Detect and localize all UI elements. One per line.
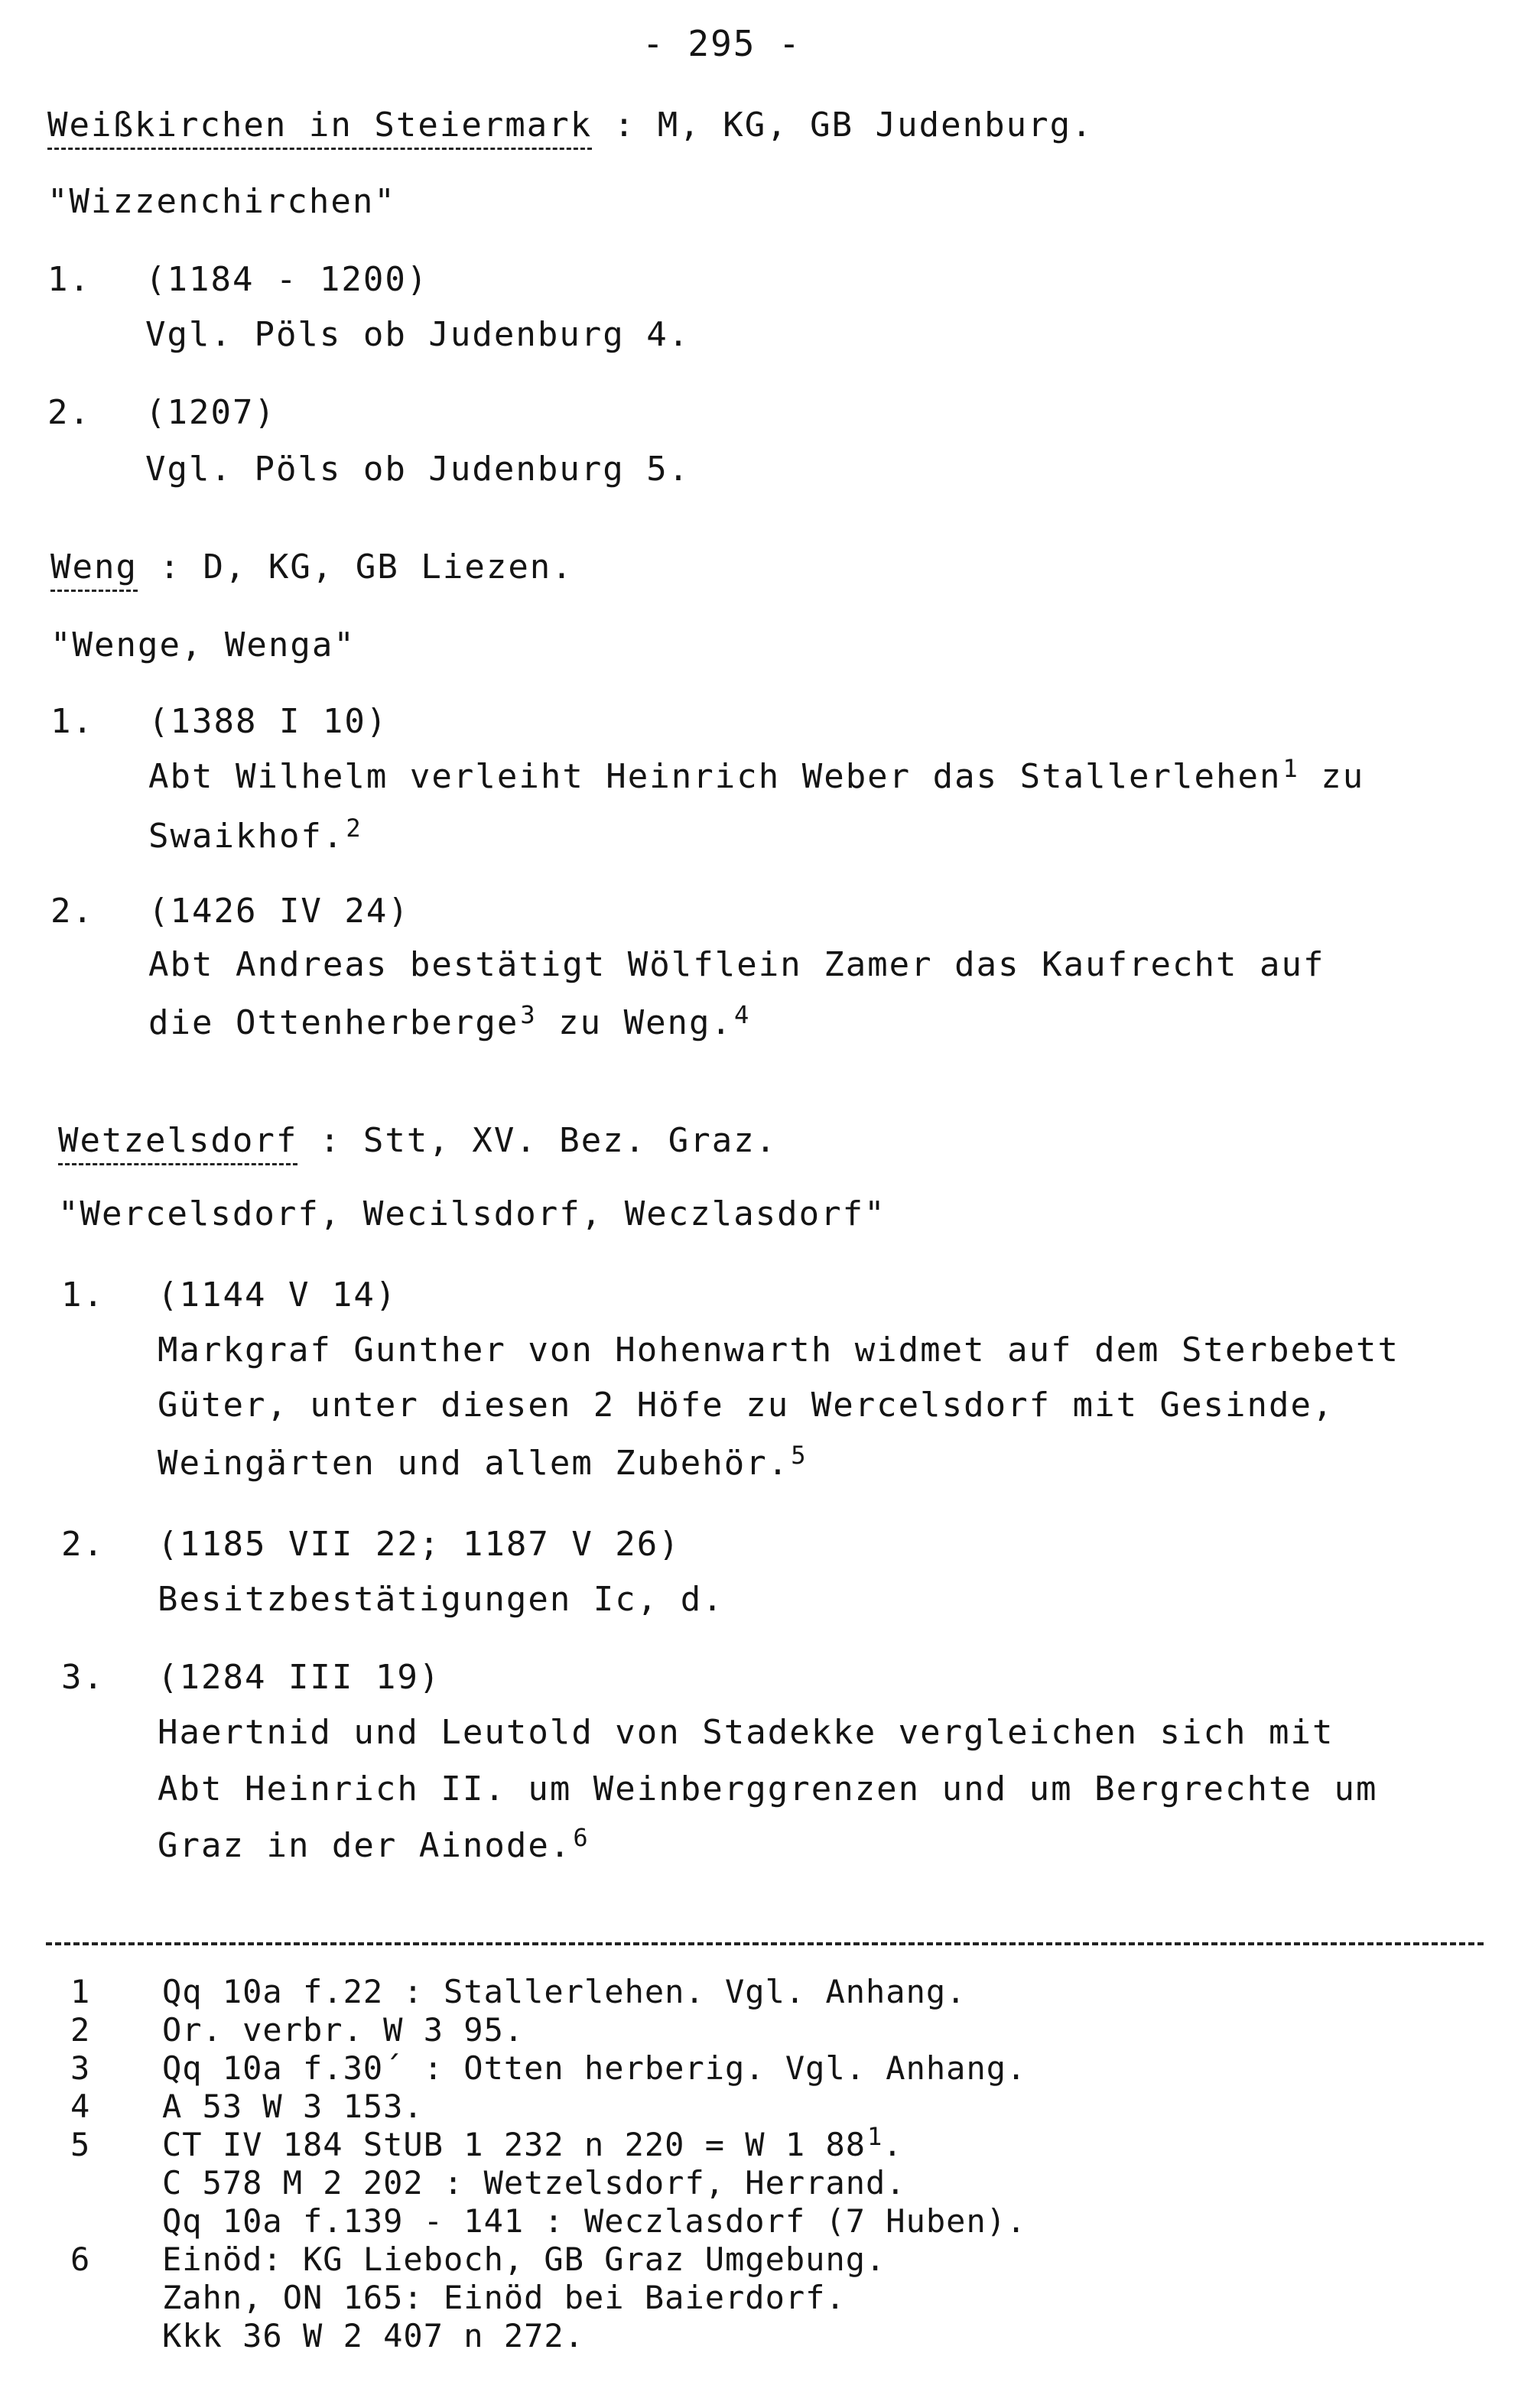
item-number: 2. [47,393,91,432]
footnote-text: C 578 M 2 202 : Wetzelsdorf, Herrand. [162,2164,906,2202]
footnote-number: 4 [70,2088,91,2125]
item-date: (1388 I 10) [148,702,388,741]
item-text-line: Abt Wilhelm verleiht Heinrich Weber das Stallerlehen [148,757,1282,796]
item-number: 1. [50,702,94,741]
item-text [148,814,362,856]
footnote-number: 5 [70,2126,91,2163]
place-name: Weng [50,548,138,592]
footnote-number: 6 [70,2241,91,2278]
historic-names: "Wenge, Wenga" [50,626,356,665]
item-text: Abt Andreas bestätigt Wölflein Zamer das Kaufrecht auf [148,945,1325,984]
item-text-line: zu [1321,757,1365,796]
item-text [148,1000,751,1042]
page-number: - 295 - [642,23,801,64]
footnote-text: Einöd: KG Lieboch, GB Graz Umgebung. [162,2241,886,2278]
footnote-number: 3 [70,2049,91,2087]
item-text-line: Swaikhof. [148,817,345,856]
footnote-text: Or. verbr. W 3 95. [162,2011,525,2049]
item-text [158,1441,808,1483]
item-number: 2. [50,892,94,931]
footnote-ref: 6 [573,1823,590,1852]
footnote-text: Kkk 36 W 2 407 n 272. [162,2317,585,2354]
item-text: Vgl. Pöls ob Judenburg 5. [145,450,691,489]
item-text: Vgl. Pöls ob Judenburg 4. [145,315,691,354]
entry-heading [47,106,1094,145]
footnote-text: A 53 W 3 153. [162,2088,424,2125]
entry-heading [58,1121,778,1160]
footnote-ref: 5 [791,1441,808,1470]
item-text-line: zu Weng. [558,1003,733,1042]
footnote-ref: 2 [346,814,362,843]
footnote-text: Qq 10a f.22 : Stallerlehen. Vgl. Anhang. [162,1973,967,2010]
item-date: (1284 III 19) [158,1658,441,1697]
item-text: Abt Heinrich II. um Weinberggrenzen und um Bergrechte um [158,1769,1378,1808]
footnote-text: Qq 10a f.139 - 141 : Weczlasdorf (7 Huben). [162,2202,1027,2240]
item-date: (1144 V 14) [158,1275,398,1314]
item-number: 1. [47,260,91,299]
footnote-number: 1 [70,1973,91,2010]
place-meta: : M, KG, GB Judenburg. [613,106,1094,145]
footnote-ref: 1 [867,2122,883,2151]
item-number: 2. [61,1525,105,1564]
item-text: Haertnid und Leutold von Stadekke vergleichen sich mit [158,1713,1334,1752]
place-name: Weißkirchen in Steiermark [47,106,592,150]
footnote-text: Qq 10a f.30´ : Otten herberig. Vgl. Anhang. [162,2049,1027,2087]
footnote-number: 2 [70,2011,91,2049]
item-text: Markgraf Gunther von Hohenwarth widmet auf dem Sterbebett [158,1331,1399,1370]
historic-names: "Wizzenchirchen" [47,182,396,221]
item-date: (1185 VII 22; 1187 V 26) [158,1525,681,1564]
item-text-line: Graz in der Ainode. [158,1826,572,1865]
place-name: Wetzelsdorf [58,1121,297,1165]
footnote-text-tail: . [883,2126,903,2163]
footnote-ref: 4 [734,1000,751,1029]
footnote-divider [46,1942,1484,1945]
item-text-line: die Ottenherberge [148,1003,519,1042]
footnote-ref: 1 [1282,754,1299,783]
item-date: (1207) [145,393,276,432]
item-text: Besitzbestätigungen Ic, d. [158,1580,724,1619]
item-number: 1. [61,1275,105,1314]
item-number: 3. [61,1658,105,1697]
item-text [148,754,1365,796]
footnote-ref: 3 [520,1000,537,1029]
item-text: Güter, unter diesen 2 Höfe zu Wercelsdorf mit Gesinde, [158,1386,1334,1425]
footnote-text: Zahn, ON 165: Einöd bei Baierdorf. [162,2279,846,2316]
historic-names: "Wercelsdorf, Wecilsdorf, Weczlasdorf" [58,1194,886,1233]
footnote-text [162,2122,903,2163]
place-meta: : Stt, XV. Bez. Graz. [319,1121,778,1160]
place-meta: : D, KG, GB Liezen. [159,548,574,587]
item-text-line: Weingärten und allem Zubehör. [158,1444,790,1483]
item-date: (1426 IV 24) [148,892,410,931]
footnote-text-line: CT IV 184 StUB 1 232 n 220 = W 1 88 [162,2126,866,2163]
item-date: (1184 - 1200) [145,260,429,299]
item-text [158,1823,590,1865]
entry-heading [50,548,574,587]
